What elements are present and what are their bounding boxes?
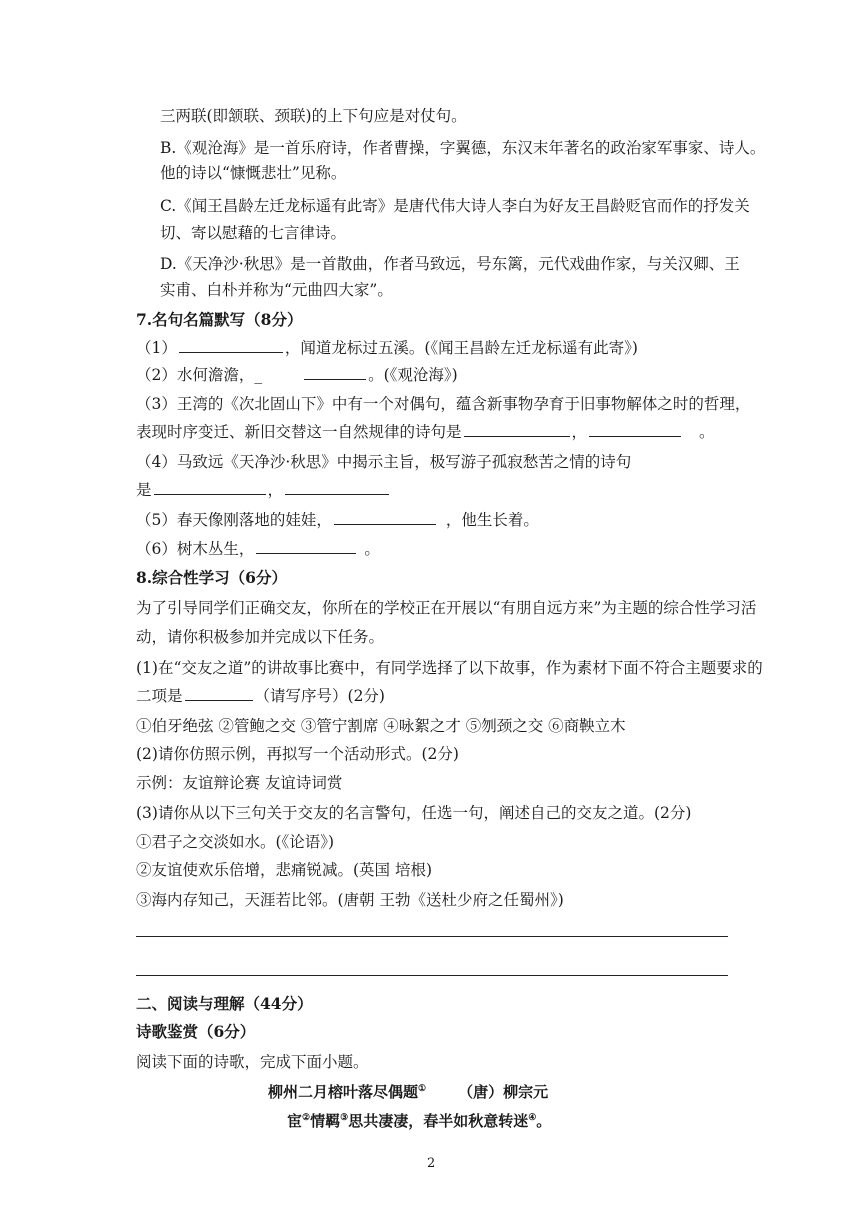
poem-title bbox=[268, 1082, 548, 1102]
q8-quote-1: ①君子之交淡如水。(《论语》) bbox=[136, 833, 335, 851]
answer-line[interactable] bbox=[136, 936, 728, 937]
q7-item-1-prefix: （1） bbox=[136, 339, 177, 357]
q8-part1-line2 bbox=[136, 686, 385, 706]
answer-blank[interactable] bbox=[464, 422, 570, 437]
footnote-marker: ① bbox=[418, 1084, 427, 1094]
poem-text: 情羁 bbox=[310, 1112, 341, 1130]
q8-part2-example: 示例：友谊辩论赛 友谊诗词赏 bbox=[136, 774, 343, 792]
q7-item-5 bbox=[136, 510, 539, 530]
q8-quote-3: ③海内存知己，天涯若比邻。(唐朝 王勃《送杜少府之任蜀州》) bbox=[136, 891, 564, 909]
q7-item-3-line2 bbox=[136, 422, 715, 442]
option-c-line2: 切、寄以慰藉的七言律诗。 bbox=[160, 224, 347, 242]
q7-item-3-prefix: 表现时序变迁、新旧交替这一自然规律的诗句是 bbox=[136, 423, 462, 441]
section-2-title: 二、阅读与理解（44分） bbox=[136, 994, 313, 1013]
poetry-subsection-title: 诗歌鉴赏（6分） bbox=[136, 1022, 256, 1041]
footnote-marker: ② bbox=[302, 1113, 311, 1123]
answer-blank[interactable] bbox=[154, 480, 266, 495]
footnote-marker: ③ bbox=[340, 1113, 349, 1123]
q7-item-6 bbox=[136, 539, 380, 559]
q8-part3: (3)请你从以下三句关于交友的名言警句，任选一句，阐述自己的交友之道。(2分) bbox=[136, 804, 692, 822]
reading-instruction: 阅读下面的诗歌，完成下面小题。 bbox=[136, 1053, 369, 1071]
page-number: 2 bbox=[427, 1156, 436, 1171]
q8-part2: (2)请你仿照示例，再拟写一个活动形式。(2分) bbox=[136, 745, 459, 763]
q7-item-4-line2 bbox=[136, 480, 391, 500]
q7-item-3-comma: ， bbox=[571, 423, 588, 441]
answer-blank[interactable] bbox=[256, 539, 356, 554]
q7-item-2-prefix: （2）水何澹澹，_ bbox=[136, 366, 263, 384]
answer-blank[interactable] bbox=[285, 480, 389, 495]
option-d-line1: D.《天净沙·秋思》是一首散曲，作者马致远，号东篱，元代戏曲作家，与关汉卿、王 bbox=[160, 255, 740, 273]
q7-item-2 bbox=[136, 365, 458, 385]
q8-quote-2: ②友谊使欢乐倍增，悲痛锐减。(英国 培根) bbox=[136, 861, 433, 879]
q7-item-5-text: ，他生长着。 bbox=[445, 511, 539, 529]
answer-blank[interactable] bbox=[589, 422, 681, 437]
q7-title: 7.名句名篇默写（8分） bbox=[136, 310, 303, 329]
poem-author: （唐）柳宗元 bbox=[458, 1083, 549, 1101]
poem-title-text: 柳州二月榕叶落尽偶题 bbox=[268, 1083, 419, 1101]
option-c-line1: C.《闻王昌龄左迁龙标遥有此寄》是唐代伟大诗人李白为好友王昌龄贬官而作的抒发关 bbox=[160, 197, 750, 215]
q7-item-3-line1: （3）王湾的《次北固山下》中有一个对偶句，蕴含新事物孕育于旧事物解体之时的哲理， bbox=[136, 395, 751, 413]
q7-item-1 bbox=[136, 338, 638, 358]
poem-text: 。 bbox=[536, 1112, 552, 1130]
q7-item-4-comma: ， bbox=[267, 481, 284, 499]
q8-part1-suffix: （请写序号）(2分) bbox=[254, 687, 385, 705]
q8-part1-prefix: 二项是 bbox=[136, 687, 183, 705]
q7-item-2-text: 。(《观沧海》) bbox=[368, 366, 458, 384]
option-a-continuation: 三两联(即颔联、颈联)的上下句应是对仗句。 bbox=[160, 107, 467, 125]
q7-item-6-text: 。 bbox=[364, 540, 380, 558]
answer-blank[interactable] bbox=[334, 510, 436, 525]
q8-intro-line1: 为了引导同学们正确交友，你所在的学校正在开展以“有朋自远方来”为主题的综合性学习活 bbox=[136, 599, 757, 617]
q8-intro-line2: 动，请你积极参加并完成以下任务。 bbox=[136, 628, 385, 646]
poem-line-1 bbox=[287, 1111, 551, 1131]
q7-item-3-end: 。 bbox=[699, 423, 715, 441]
option-d-line2: 实甫、白朴并称为“元曲四大家”。 bbox=[160, 281, 393, 299]
answer-blank[interactable] bbox=[179, 338, 283, 353]
q7-item-1-text: ，闻道龙标过五溪。(《闻王昌龄左迁龙标遥有此寄》) bbox=[284, 339, 638, 357]
poem-text: 思共凄凄，春半如秋意转迷 bbox=[348, 1112, 529, 1130]
answer-blank[interactable] bbox=[304, 365, 366, 380]
q7-item-6-prefix: （6）树木丛生， bbox=[136, 540, 255, 558]
answer-line[interactable] bbox=[136, 975, 728, 976]
q7-item-4-line1: （4）马致远《天净沙·秋思》中揭示主旨，极写游子孤寂愁苦之情的诗句 bbox=[136, 453, 632, 471]
q7-item-5-prefix: （5）春天像刚落地的娃娃， bbox=[136, 511, 332, 529]
q8-part1-options: ①伯牙绝弦 ②管鲍之交 ③管宁割席 ④咏絮之才 ⑤刎颈之交 ⑥商鞅立木 bbox=[136, 717, 626, 735]
option-b-line2: 他的诗以“慷慨悲壮”见称。 bbox=[160, 164, 347, 182]
poem-text: 宦 bbox=[287, 1112, 303, 1130]
q8-part1-line1: (1)在“交友之道”的讲故事比赛中，有同学选择了以下故事，作为素材下面不符合主题要求的 bbox=[136, 659, 763, 677]
answer-blank[interactable] bbox=[185, 686, 253, 701]
option-b-line1: B.《观沧海》是一首乐府诗，作者曹操，字翼德，东汉末年著名的政治家军事家、诗人。 bbox=[160, 139, 766, 157]
footnote-marker: ④ bbox=[528, 1113, 537, 1123]
q8-title: 8.综合性学习（6分） bbox=[136, 568, 287, 587]
q7-item-4-prefix: 是 bbox=[136, 481, 152, 499]
